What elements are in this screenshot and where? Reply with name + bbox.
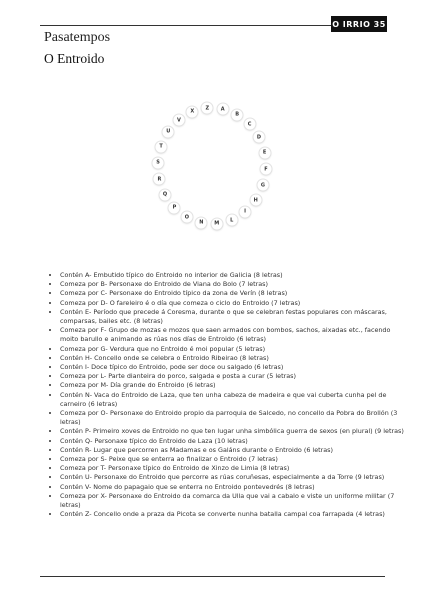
letter-bubble-d: D	[253, 132, 264, 143]
clue-item: • Contén E- Período que precede á Coresma, durante o que se celebran festas populares con máscaras, comparsas, bailes etc. (8 letras)	[60, 308, 405, 326]
letter-bubble-x: X	[187, 106, 198, 117]
clue-item: • Contén Q- Personaxe típico do Entroido de Laza (10 letras)	[60, 437, 405, 446]
clue-item: • Comeza por F- Grupo de mozas e mozos que saen armados con bombos, sachos, aixadas etc., facendo moito barullo e animando as rúas nos días de Entroido (6 letras)	[60, 326, 405, 344]
letter-bubble-r: R	[154, 174, 165, 185]
letter-bubble-o: O	[181, 212, 192, 223]
letter-bubble-p: P	[169, 202, 180, 213]
bottom-rule	[40, 576, 385, 577]
page-title: O Entroido	[44, 51, 105, 66]
clue-item: • Contén I- Doce típico do Entroido, pode ser doce ou salgado (6 letras)	[60, 363, 405, 372]
clue-item: • Contén U- Personaxe do Entroido que percorre as rúas coruñesas, especialmente a da Torre (9 letras)	[60, 473, 405, 482]
clue-item: • Comeza por B- Personaxe do Entroido de Viana do Bolo (7 letras)	[60, 280, 405, 289]
letter-bubble-z: Z	[202, 103, 213, 114]
clue-item: • Comeza por T- Personaxe típico do Entroido de Xinzo de Limia (8 letras)	[60, 464, 405, 473]
letter-bubble-l: L	[226, 215, 237, 226]
section-heading: Pasatempos	[44, 30, 111, 45]
clue-item: • Contén H- Concello onde se celebra o Entroido Ribeirao (8 letras)	[60, 354, 405, 363]
clue-item: • Contén Z- Concello onde a praza da Picota se converte nunha batalla campal coa farrapada (4 letras)	[60, 510, 405, 519]
clue-list	[48, 271, 405, 519]
letter-bubble-t: T	[156, 141, 167, 152]
letter-bubble-i: I	[240, 206, 251, 217]
letter-bubble-c: C	[244, 119, 255, 130]
clue-item: • Comeza por M- Día grande do Entroido (6 letras)	[60, 381, 405, 390]
clue-item: • Contén V- Nome do papagaio que se enterra no Entroido pontevedrés (8 letras)	[60, 483, 405, 492]
clue-item: • Contén N- Vaca do Entroido de Laza, que ten unha cabeza de madeira e que vai cuberta cunha pel de carneiro (6 letras)	[60, 391, 405, 409]
letter-bubble-f: F	[260, 164, 271, 175]
letter-bubble-s: S	[153, 157, 164, 168]
letter-bubble-m: M	[211, 218, 222, 229]
letter-bubble-u: U	[163, 126, 174, 137]
clue-item: • Contén A- Embutido típico do Entroido no interior de Galicia (8 letras)	[60, 271, 405, 280]
clue-item: • Comeza por S- Peixe que se enterra ao finalizar o Entroido (7 letras)	[60, 455, 405, 464]
clue-item: • Comeza por X- Personaxe do Entroido da comarca da Ulla que vai a cabalo e viste un uniforme militar (7 letras)	[60, 492, 405, 510]
letter-bubble-b: B	[232, 109, 243, 120]
clue-item: • Comeza por G- Verdura que no Entroido é moi popular (5 letras)	[60, 345, 405, 354]
clue-item: • Contén P- Primeiro xoves de Entroido no que ten lugar unha simbólica guerra de sexos (en plural) (9 letras)	[60, 427, 405, 436]
letter-bubble-h: H	[250, 195, 261, 206]
clue-item: • Comeza por L- Parte dianteira do porco, salgada e posta a curar (5 letras)	[60, 372, 405, 381]
letter-bubble-n: N	[196, 217, 207, 228]
clue-item: • Contén R- Lugar que percorren as Madamas e os Galáns durante o Entroido (6 letras)	[60, 446, 405, 455]
letter-bubble-v: V	[173, 115, 184, 126]
clue-item: • Comeza por C- Personaxe do Entroido típico da zona de Verín (8 letras)	[60, 289, 405, 298]
clue-item: • Comeza por D- O fareleiro é o día que comeza o ciclo do Entroido (7 letras)	[60, 299, 405, 308]
issue-badge: O IRRIO 35	[331, 16, 387, 32]
letter-bubble-a: A	[217, 104, 228, 115]
letter-bubble-g: G	[257, 180, 268, 191]
letter-bubble-e: E	[259, 147, 270, 158]
clue-item: • Comeza por O- Personaxe do Entroido propio da parroquia de Salcedo, no concello da Pobra do Brollón (3 letras)	[60, 409, 405, 427]
letter-bubble-q: Q	[160, 189, 171, 200]
